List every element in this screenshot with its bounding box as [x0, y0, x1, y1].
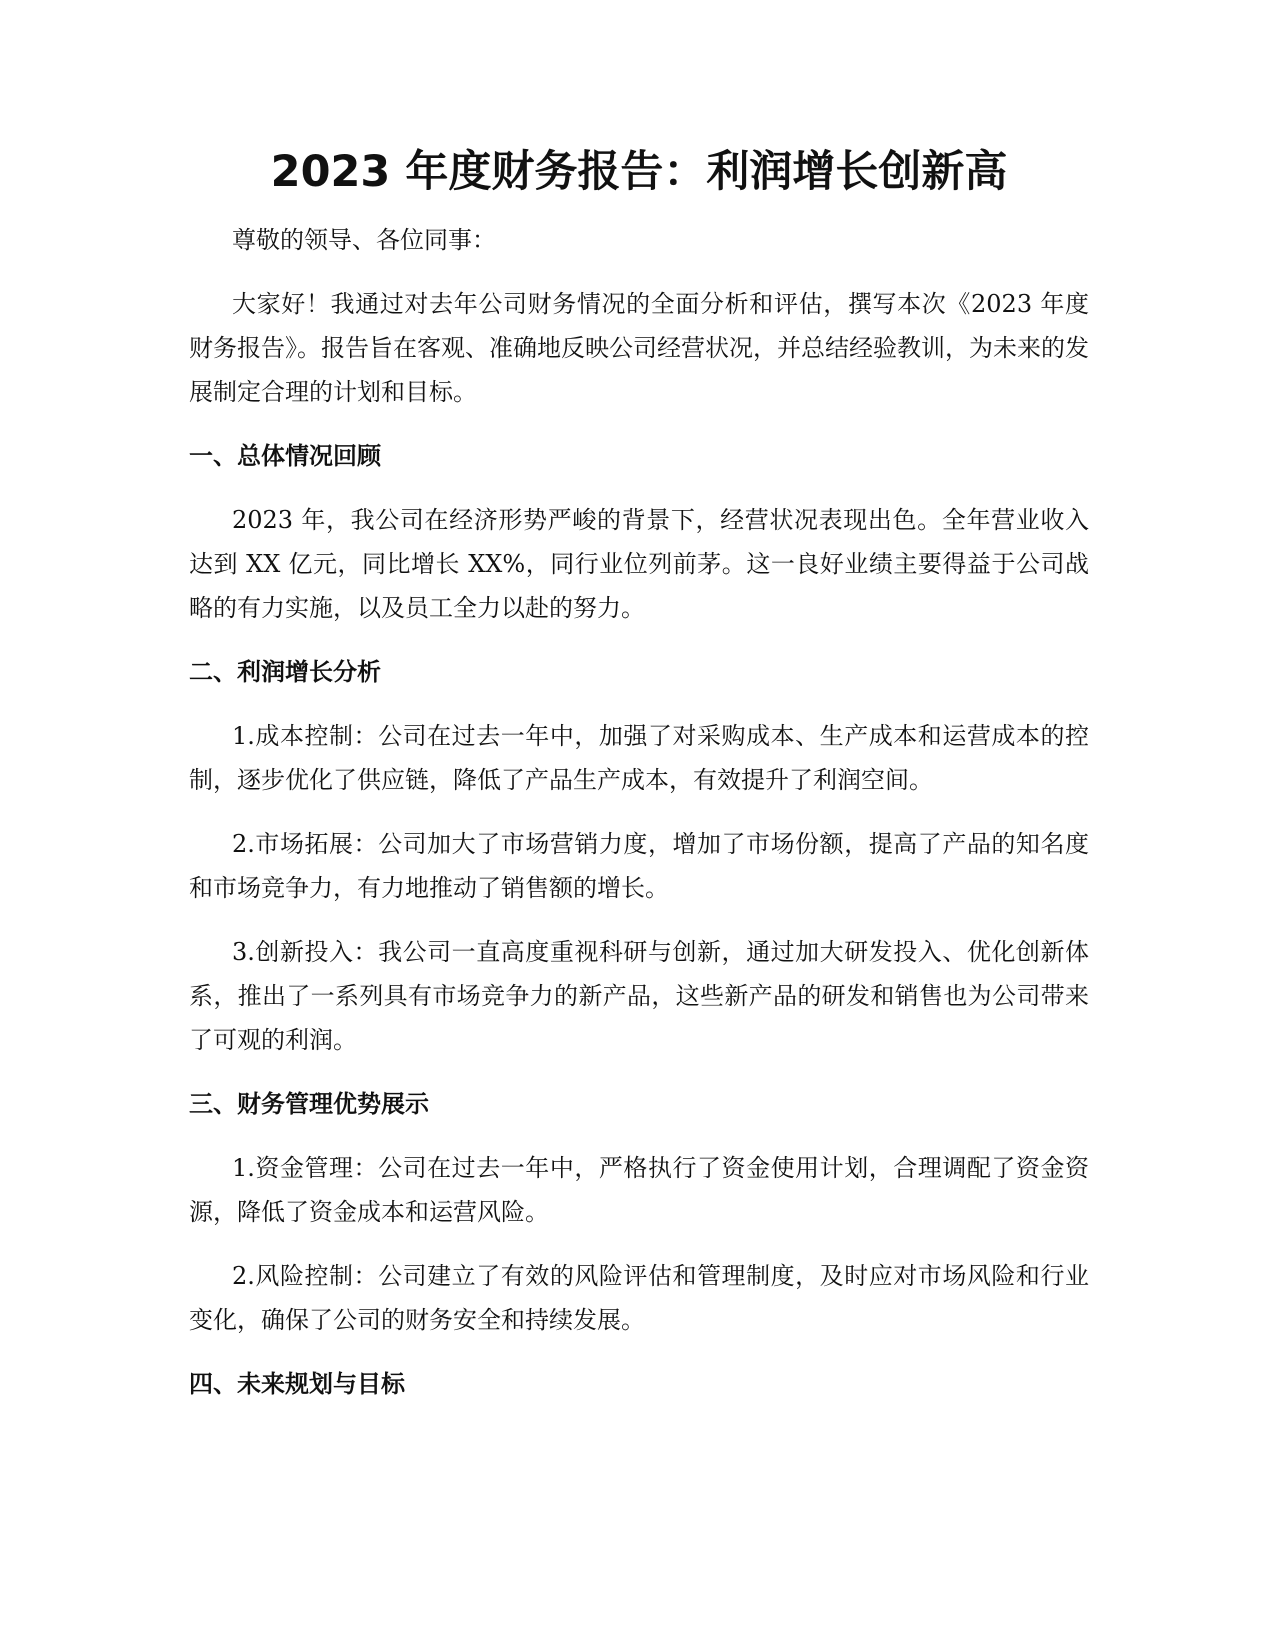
- section-paragraph: 1.资金管理：公司在过去一年中，严格执行了资金使用计划，合理调配了资金资源，降低了资金成本和运营风险。: [189, 1154, 1089, 1226]
- section-paragraph: 3.创新投入：我公司一直高度重视科研与创新，通过加大研发投入、优化创新体系，推出了一系列具有市场竞争力的新产品，这些新产品的研发和销售也为公司带来了可观的利润。: [189, 938, 1089, 1054]
- section-heading: 一、总体情况回顾: [189, 442, 381, 470]
- section-paragraph: 1.成本控制：公司在过去一年中，加强了对采购成本、生产成本和运营成本的控制，逐步优化了供应链，降低了产品生产成本，有效提升了利润空间。: [189, 722, 1089, 794]
- section-heading: 四、未来规划与目标: [189, 1370, 405, 1398]
- section-overview: [189, 434, 1089, 630]
- document-body: [189, 140, 1089, 1426]
- section-heading: 三、财务管理优势展示: [189, 1090, 429, 1118]
- intro-paragraph: 大家好！我通过对去年公司财务情况的全面分析和评估，撰写本次《2023 年度财务报告》。报告旨在客观、准确地反映公司经营状况，并总结经验教训，为未来的发展制定合理的计划和目标。: [189, 290, 1089, 406]
- greeting: 尊敬的领导、各位同事：: [232, 226, 496, 254]
- document-title: 2023 年度财务报告：利润增长创新高: [270, 147, 1008, 197]
- section-paragraph: 2.市场拓展：公司加大了市场营销力度，增加了市场份额，提高了产品的知名度和市场竞争力，有力地推动了销售额的增长。: [189, 830, 1089, 902]
- section-heading: 二、利润增长分析: [189, 658, 381, 686]
- section-financial-management: [189, 1082, 1089, 1342]
- section-future-plan: [189, 1362, 1089, 1406]
- section-paragraph: 2.风险控制：公司建立了有效的风险评估和管理制度，及时应对市场风险和行业变化，确保了公司的财务安全和持续发展。: [189, 1262, 1089, 1334]
- section-paragraph: 2023 年，我公司在经济形势严峻的背景下，经营状况表现出色。全年营业收入达到 XX 亿元，同比增长 XX%，同行业位列前茅。这一良好业绩主要得益于公司战略的有力实施，以及员工全力以赴的努力。: [189, 506, 1089, 622]
- section-profit-analysis: [189, 650, 1089, 1062]
